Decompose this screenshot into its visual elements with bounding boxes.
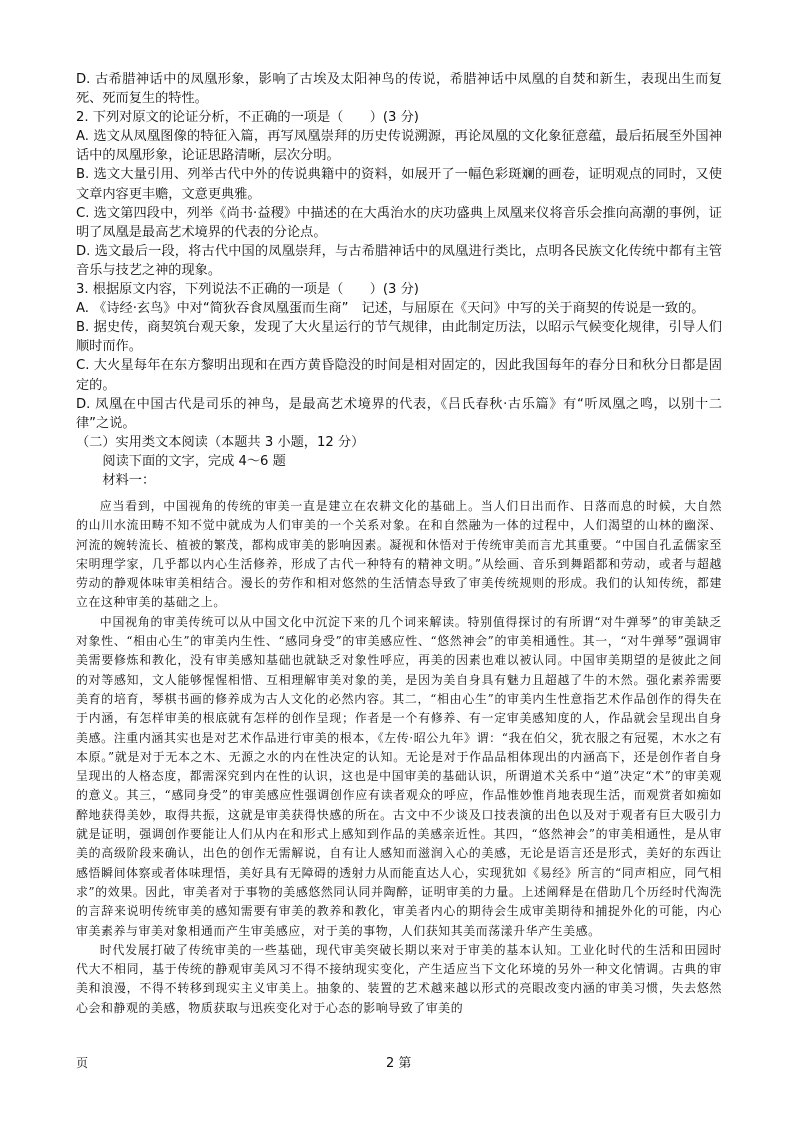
q3-option-b: B. 据史传，商契筑台观天象，发现了大火星运行的节气规律，由此制定历法，以昭示气候变化规律，引导人们顺时而作。 [76,320,722,355]
q3-stem: 3. 根据原文内容，下列说法不正确的一项是（ ）(3 分) [76,282,419,298]
q2-option-d: D. 选文最后一段，将古代中国的凤凰崇拜，与古希腊神话中的凤凰进行类比，点明各民族文化传统中都有主管音乐与技艺之神的现象。 [76,243,722,278]
section-heading: （二）实用类文本阅读（本题共 3 小题，12 分） [76,434,365,450]
page-number: 2 第 [386,1056,412,1071]
q3-option-a: A. 《诗经·玄鸟》中对“简狄吞食凤凰蛋而生商” 记述，与屈原在《天问》中写的关于商契的传说是一致的。 [76,301,705,317]
q3-option-d: D. 凤凰在中国古代是司乐的神鸟，是最高艺术境界的代表，《吕氏春秋·古乐篇》有“听凤凰之鸣，以别十二律”之说。 [76,396,722,431]
q3-option-c: C. 大火星每年在东方黎明出现和在西方黄昏隐没的时间是相对固定的，因此我国每年的春分日和秋分日都是固定的。 [76,358,722,393]
material-label: 材料一： [102,472,156,488]
q2-option-a: A. 选文从凤凰图像的特征入篇，再写凤凰崇拜的历史传说溯源，再论凤凰的文化象征意蕴，最后拓展至外国神话中的凤凰形象，论证思路清晰，层次分明。 [76,129,722,164]
footer-left-text: 页 [76,1056,89,1070]
section-questions [76,70,722,490]
section-instruction: 阅读下面的文字，完成 4～6 题 [102,453,286,469]
q2-option-c: C. 选文第四段中，列举《尚书·益稷》中描述的在大禹治水的庆功盛典上凤凰来仪将音乐会推向高潮的事例，证明了凤凰是最高艺术境界的代表的分论点。 [76,205,722,240]
q1-option-d: D. 古希腊神话中的凤凰形象，影响了古埃及太阳神鸟的传说，希腊神话中凤凰的自焚和新生，表现出生而复死、死而复生的特性。 [76,72,722,107]
passage-paragraph-1: 应当看到，中国视角的传统的审美一直是建立在农耕文化的基础上。当人们日出而作、日落而息的时候，大自然的山川水流田畴不知不觉中就成为人们审美的一个关系对象。在和自然融为一体的过程中，人们渴望的山林的幽深、河流的婉转流长、植被的繁茂，都构成审美的影响因素。凝视和休悟对于传统审美而言尤其重要。“中国自孔孟儒家至宋明理学家，几乎都以内心生活修养，形成了古代一种特有的精神文明。”从绘画、音乐到舞蹈都和劳动，或者与超越劳动的静观体味审美相结合。漫长的劳作和相对悠然的生活情态导致了审美传统规则的形成。我们的认知传统，都建立在这种审美的基础之上。 [76,499,722,610]
passage-paragraph-2: 中国视角的审美传统可以从中国文化中沉淀下来的几个词来解读。特别值得探讨的有所谓“对牛弹琴”的审美缺乏对象性、“相由心生”的审美内生性、“感同身受”的审美感应性、“悠然神会”的审美相通性。其一，“对牛弹琴”强调审美需要修炼和教化，没有审美感知基础也就缺乏对象性呼应，再美的因素也难以被认同。中国审美期望的是彼此之间的对等感知，文人能够惺惺相惜、互相理解审美对象的美，是因为美自身具有魅力且超越了牛的木然。强化素养需要美育的培育，琴棋书画的修养成为古人文化的必然内容。其二，“相由心生”的审美内生性意指艺术作品创作的得失在于内涵，有怎样审美的根底就有怎样的创作呈现；作者是一个有修养、有一定审美感知度的人，作品就会呈现出自身美感。注重内涵其实也是对艺术作品进行审美的根本，《左传·昭公九年》谓：“我在伯父，犹衣服之有冠冕，木水之有本原。”就是对于无本之木、无源之水的内在性决定的认知。无论是对于作品品相体现出的内涵高下，还是创作者自身呈现出的人格态度，都需深究到内在性的认识，这也是中国审美的基础认识，所谓道术关系中“道”决定“术”的审美观的意义。其三，“感同身受”的审美感应性强调创作应有读者观众的呼应，作品惟妙惟肖地表现生活，而观赏者如痴如醉地获得美妙，取得共振，这就是审美获得快感的所在。古文中不少谈及口技表演的出色以及对于观者有巨大吸引力就是证明，强调创作要能让人们从内在和形式上感知到作品的美感亲近性。其四，“悠然神会”的审美相通性，是从审美的高级阶段来确认，出色的创作无需解说，自有让人感知而滋润入心的美感，无论是语言还是形式，美好的东西让感悟瞬间体察或者体味理悟，美好具有无障碍的透射力从而能直达人心，实现犹如《易经》所言的“同声相应，同气相求”的效果。因此，审美者对于事物的美感悠然同认同并陶醉，证明审美的力量。上述阐释是在借助几个历经时代淘洗的言辞来说明传统审美的感知需要有审美的教养和教化，审美者内心的期待会生成审美期待和捕捉外化的可能，内心审美素养与审美对象相通而产生审美感应，对于美的事物，人们获知其美而荡漾升华产生美感。 [76,614,722,938]
q2-stem: 2. 下列对原文的论证分析，不正确的一项是（ ）(3 分) [76,110,419,126]
q2-option-b: B. 选文大量引用、列举古代中外的传说典籍中的资料，如展开了一幅色彩斑斓的画卷，证明观点的同时，又使文章内容更丰赡，文意更典雅。 [76,167,722,202]
passage-paragraph-3: 时代发展打破了传统审美的一些基础，现代审美突破长期以来对于审美的基本认知。工业化时代的生活和田园时代大不相同，基于传统的静观审美风习不得不接纳现实变化，产生适应当下文化环境的另外一种文化情调。古典的审美和浪漫，不得不转移到现实主义审美上。抽象的、装置的艺术越来越以形式的亮眼改变内涵的审美习惯，失去悠然心会和静观的美感，物质获取与迅疾变化对于心态的影响导致了审美的 [76,942,722,1015]
section-reading-passage [76,497,722,1018]
